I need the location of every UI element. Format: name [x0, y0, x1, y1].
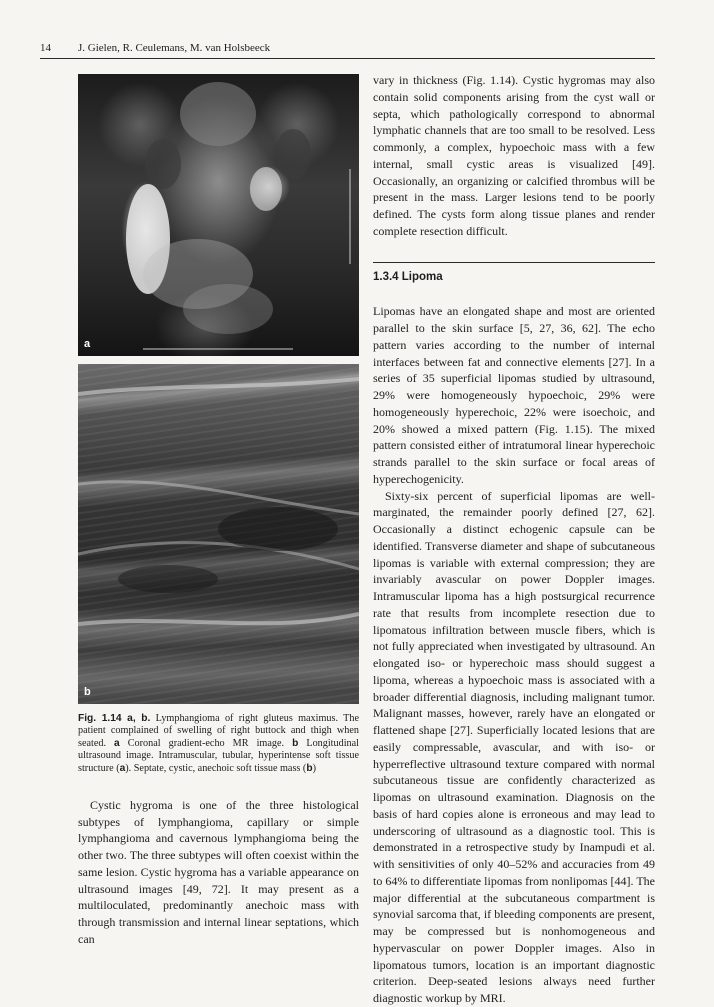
- figure-panel-b-ultrasound: [78, 364, 359, 704]
- right-column-body: [373, 72, 655, 1007]
- figure-caption-lead: Fig. 1.14 a, b.: [78, 713, 151, 724]
- mri-image: [78, 74, 359, 356]
- caption-panel-b-ref: b: [306, 762, 313, 774]
- figure-caption: [78, 713, 359, 775]
- figure-panel-a-mri: [78, 74, 359, 356]
- ultrasound-image: [78, 364, 359, 704]
- section-divider: [373, 262, 655, 263]
- caption-panel-b: b: [292, 737, 299, 749]
- paragraph-lipoma-1: Lipomas have an elongated shape and most are oriented parallel to the skin surface [5, 27, 36, 62]. The echo pattern varies according to the number of internal interfaces between fat and connective elements [27]. In a series of 35 superficial lipomas studied by ultrasound, 29% were homogeneously hypoechoic, 29% were homogeneously hyperechoic, 22% were isoechoic, and 20% showed a mixed pattern (Fig. 1.15). The mixed pattern consisted either of intratumoral linear hyperechoic strands parallel to the skin surface or focal areas of hyperechogenicity.: [373, 304, 655, 486]
- caption-text-4: ). Septate, cystic, anechoic soft tissue mass (: [125, 762, 307, 774]
- caption-text-2: Coronal gradient-echo MR image.: [119, 737, 293, 749]
- section-heading: 1.3.4 Lipoma: [373, 270, 443, 283]
- caption-text-1: Lymphangioma of right gluteus maximus. The patient complained of swelling of right buttock and thigh when seated.: [78, 713, 359, 749]
- panel-b-label: b: [84, 686, 91, 698]
- panel-a-label: a: [84, 338, 91, 350]
- paragraph-cystic-hygroma: Cystic hygroma is one of the three histological subtypes of lymphangioma, capillary or simple lymphangioma and cavernous lymphangioma being the other two. The three subtypes will often coexist within the same lesion. Cystic hygroma has a variable appearance on ultrasound images [49, 72]. It may present as a multiloculated, predominantly anechoic mass with through transmission and internal linear septations, which can: [78, 798, 359, 946]
- left-column-body: [78, 797, 359, 947]
- caption-text-3: Longitudinal ultrasound image. Intramuscular, tubular, hyperintense soft tissue structure (: [78, 737, 359, 774]
- running-header-authors: J. Gielen, R. Ceulemans, M. van Holsbeeck: [78, 42, 271, 54]
- page-number: 14: [40, 42, 51, 54]
- running-header: [40, 40, 655, 59]
- paragraph-lipoma-2: Sixty-six percent of superficial lipomas are well-marginated, the remainder poorly defined [27, 62]. Occasionally a distinct echogenic capsule can be identified. Transverse diameter and shape of subcutaneous lipomas is variable with external compression; they are invariably avascular on power Doppler images. Intramuscular lipoma has a high postsurgical recurrence rate that results from incomplete resection due to lipomatous infiltration between muscle fibers, which is not fully appreciated when investigated by ultrasound. An elongated iso- or hyperechoic mass should suggest a lipoma, whereas a hypoechoic mass is associated with a broader differential diagnosis, including malignant tumor. Malignant masses, however, rarely have an elongated or flattened shape [27]. Superficially located lesions that are easily compressable, avascular, and with iso- or hyperreflective ultrasound texture compared with normal subcutaneous tissue are confidently characterized as lipomas on ultrasound examination. Diagnosis on the basis of hard copies alone is erroneous and may lead to underscoring of ultrasound as a diagnostic tool. This is demonstrated in a retrospective study by Inampudi et al. with sensitivities of only 40–52% and accuracies from 49 to 64% to differentiate lipomas from nonlipomas [44]. The major differential at the subcutaneous compartment is synovial sarcoma that, if bleeding components are present, may be compressed but is nonhomogeneous and hypervascular on power Doppler images. Also in lipomatous tumors, location is an important diagnostic criterion. Deep-seated lesions always need further diagnostic workup by MRI.: [373, 488, 655, 1005]
- paragraph-continued: vary in thickness (Fig. 1.14). Cystic hygromas may also contain solid components arising from the cyst wall or septa, which pathologically correspond to abnormal lymphatic channels that are too small to be resolved. Less commonly, a complex, hypoechoic mass with a few internal, small cystic areas is visualized [49]. Occasionally, an organizing or calcified thrombus will be present in the mass. Larger lesions tend to be poorly defined. The cysts form along tissue planes and render complete resection difficult.: [373, 73, 655, 238]
- caption-text-5: ): [312, 762, 316, 774]
- caption-panel-a: a: [114, 737, 120, 749]
- caption-panel-a-ref: a: [119, 762, 126, 774]
